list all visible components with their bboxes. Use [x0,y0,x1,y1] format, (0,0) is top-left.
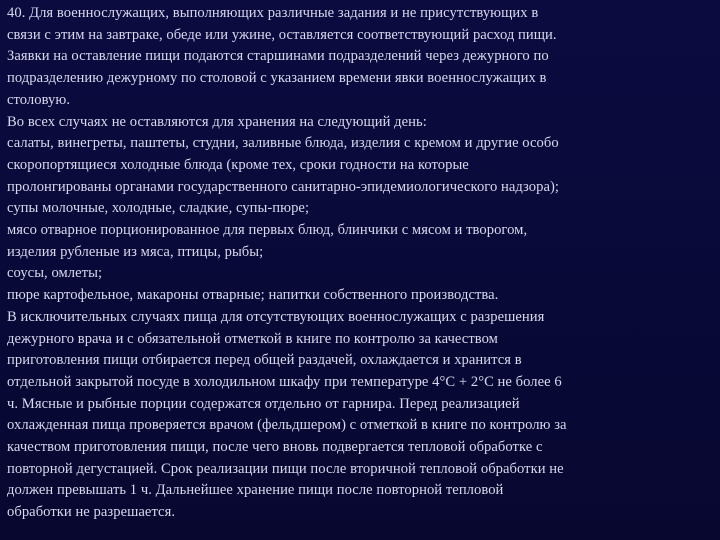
text-line: подразделению дежурному по столовой с указанием времени явки военнослужащих в [7,70,547,87]
text-line: 40. Для военнослужащих, выполняющих различные задания и не присутствующих в [7,5,539,21]
text-line: столовую. [7,91,71,108]
text-line: отдельной закрытой посуде в холодильном шкафу при температуре 4°С + 2°С не более 6 [7,373,562,390]
text-line: повторной дегустацией. Срок реализации пищи после вторичной тепловой обработки не [7,460,564,477]
text-line: скоропортящиеся холодные блюда (кроме тех, сроки годности на которые [7,156,469,173]
text-line: Во всех случаях не оставляются для хранения на следующий день: [7,113,427,130]
text-line: дежурного врача и с обязательной отметкой в книге по контролю за качеством [7,330,498,347]
text-line: должен превышать 1 ч. Дальнейшее хранение пищи после повторной тепловой [7,482,504,499]
text-line: пролонгированы органами государственного санитарно-эпидемиологического надзора); [7,178,560,195]
text-line: охлажденная пища проверяется врачом (фельдшером) с отметкой в книге по контролю за [7,417,567,434]
text-line: В исключительных случаях пища для отсутствующих военнослужащих с разрешения [7,308,545,325]
text-line: салаты, винегреты, паштеты, студни, заливные блюда, изделия с кремом и другие особо [7,135,559,152]
text-line: обработки не разрешается. [7,504,176,521]
text-line: супы молочные, холодные, сладкие, супы-пюре; [7,200,310,217]
body-text [7,3,713,524]
text-line: мясо отварное порционированное для первых блюд, блинчики с мясом и творогом, [7,222,528,239]
text-line: пюре картофельное, макароны отварные; напитки собственного производства. [7,287,499,304]
text-line: качеством приготовления пищи, после чего вновь подвергается тепловой обработке с [7,439,543,456]
text-line: Заявки на оставление пищи подаются старшинами подразделений через дежурного по [7,48,549,65]
text-line: ч. Мясные и рыбные порции содержатся отдельно от гарнира. Перед реализацией [7,395,520,412]
text-line: соусы, омлеты; [7,265,103,282]
text-line: приготовления пищи отбирается перед общей раздачей, охлаждается и хранится в [7,352,522,369]
text-line: связи с этим на завтраке, обеде или ужине, оставляется соответствующий расход пищи. [7,26,557,43]
text-line: изделия рубленые из мяса, птицы, рыбы; [7,243,264,260]
